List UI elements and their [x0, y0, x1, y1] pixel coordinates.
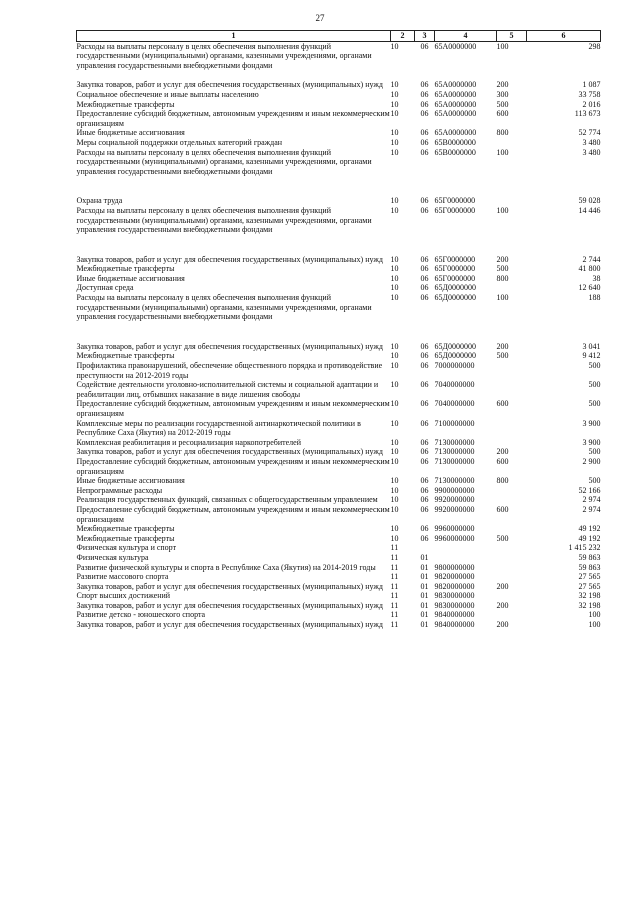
row-section: 10 — [390, 293, 399, 303]
row-target-item: 65Д0000000 — [434, 283, 476, 293]
row-target-item: 65А0000000 — [434, 80, 477, 90]
row-amount: 52 166 — [578, 485, 601, 495]
table-row — [77, 274, 601, 284]
row-name: Закупка товаров, работ и услуг для обеспечения государственных (муниципальных) нужд — [76, 600, 383, 610]
row-target-item: 7130000000 — [434, 437, 475, 447]
row-expense-type: 500 — [496, 533, 509, 543]
row-subsection: 01 — [420, 600, 429, 610]
row-expense-type: 100 — [496, 293, 509, 303]
row-target-item: 65В0000000 — [434, 137, 476, 147]
table-row — [77, 399, 601, 418]
row-name: Предоставление субсидий бюджетным, автономным учреждениям и иным некоммерческим организациям — [76, 109, 390, 128]
row-section: 10 — [390, 456, 399, 466]
row-subsection: 06 — [420, 533, 429, 543]
col-header-target-item: 4 — [435, 31, 497, 42]
row-section: 11 — [390, 620, 399, 630]
row-subsection: 06 — [420, 137, 429, 147]
row-amount: 500 — [588, 447, 601, 457]
row-subsection: 06 — [420, 99, 429, 109]
row-name: Иные бюджетные ассигнования — [76, 128, 185, 138]
row-amount: 3 041 — [582, 341, 601, 351]
row-target-item: 9820000000 — [434, 581, 475, 591]
row-spacer-cell — [77, 332, 601, 342]
row-amount: 100 — [588, 610, 601, 620]
row-section: 10 — [390, 80, 399, 90]
row-subsection: 06 — [420, 109, 429, 119]
row-section: 10 — [390, 351, 399, 361]
row-subsection: 06 — [420, 273, 429, 283]
row-spacer-cell — [77, 235, 601, 245]
row-name: Закупка товаров, работ и услуг для обеспечения государственных (муниципальных) нужд — [76, 254, 383, 264]
row-section: 10 — [390, 361, 399, 371]
row-subsection: 06 — [420, 341, 429, 351]
row-expense-type: 200 — [496, 581, 509, 591]
row-amount: 113 673 — [574, 109, 601, 119]
row-name: Иные бюджетные ассигнования — [76, 273, 185, 283]
table-row — [77, 206, 601, 235]
row-section: 10 — [390, 485, 399, 495]
row-expense-type — [497, 283, 527, 293]
page-number: 27 — [315, 13, 325, 23]
row-expense-type: 800 — [496, 128, 509, 138]
row-subsection: 01 — [420, 591, 429, 601]
row-target-item: 65А0000000 — [434, 41, 477, 51]
row-expense-type: 200 — [496, 600, 509, 610]
row-section: 11 — [390, 600, 399, 610]
row-subsection: 06 — [420, 476, 429, 486]
row-subsection: 06 — [420, 495, 429, 505]
row-target-item: 65Г0000000 — [434, 273, 476, 283]
row-subsection: 06 — [420, 456, 429, 466]
row-section: 10 — [390, 41, 399, 51]
row-target-item: 7130000000 — [434, 456, 475, 466]
row-name: Расходы на выплаты персоналу в целях обеспечения выполнения функций государственными (муниципальными) органами, казенными учреждениями, органами управления государственными внебюджетными фондами — [76, 205, 372, 235]
row-expense-type — [497, 553, 527, 563]
row-amount: 38 — [592, 273, 601, 283]
row-subsection: 06 — [420, 399, 429, 409]
row-target-item: 9900000000 — [434, 485, 475, 495]
row-target-item: 9920000000 — [434, 504, 475, 514]
row-target-item: 9960000000 — [434, 524, 475, 534]
row-amount: 100 — [588, 620, 601, 630]
row-target-item: 65А0000000 — [434, 128, 477, 138]
row-target-item: 9820000000 — [434, 572, 475, 582]
row-amount: 3 900 — [582, 418, 601, 428]
row-subsection: 06 — [420, 504, 429, 514]
row-name: Развитие физической культуры и спорта в Республике Саха (Якутия) на 2014-2019 годы — [76, 562, 376, 572]
row-section: 10 — [390, 504, 399, 514]
row-expense-type — [497, 196, 527, 206]
row-amount: 59 863 — [578, 552, 601, 562]
row-subsection: 06 — [420, 437, 429, 447]
row-section: 10 — [390, 254, 399, 264]
table-row — [77, 495, 601, 505]
row-amount: 3 480 — [582, 147, 601, 157]
table-row — [77, 80, 601, 90]
row-spacer — [77, 186, 601, 196]
row-amount: 49 192 — [578, 524, 601, 534]
row-target-item: 65Г0000000 — [434, 254, 476, 264]
row-section: 10 — [390, 341, 399, 351]
row-subsection: 06 — [420, 196, 429, 206]
row-subsection: 06 — [420, 254, 429, 264]
row-section: 11 — [390, 610, 399, 620]
row-subsection: 06 — [420, 205, 429, 215]
row-target-item: 65Д0000000 — [434, 351, 476, 361]
col-header-subsection: 3 — [415, 31, 435, 42]
table-row — [77, 572, 601, 582]
row-section: 10 — [390, 147, 399, 157]
row-target-item: 7100000000 — [434, 418, 475, 428]
row-spacer-cell — [77, 245, 601, 255]
row-name: Предоставление субсидий бюджетным, автономным учреждениям и иным некоммерческим организациям — [76, 456, 390, 476]
row-amount: 32 198 — [578, 591, 601, 601]
row-amount: 500 — [588, 399, 601, 409]
row-name: Предоставление субсидий бюджетным, автономным учреждениям и иным некоммерческим организациям — [76, 399, 390, 418]
row-target-item: 65Д0000000 — [434, 341, 476, 351]
table-row — [77, 361, 601, 380]
row-spacer — [77, 70, 601, 80]
row-amount: 3 480 — [582, 137, 601, 147]
row-expense-type: 800 — [496, 476, 509, 486]
row-subsection: 01 — [420, 552, 429, 562]
row-expense-type: 200 — [496, 254, 509, 264]
row-target-item: 65А0000000 — [434, 109, 477, 119]
row-expense-type: 500 — [496, 99, 509, 109]
row-target-item: 7040000000 — [434, 380, 475, 390]
row-expense-type: 200 — [496, 447, 509, 457]
row-target-item: 7130000000 — [434, 476, 475, 486]
row-name: Доступная среда — [76, 283, 134, 293]
row-name: Межбюджетные трансферты — [76, 351, 175, 361]
row-section: 10 — [390, 524, 399, 534]
row-expense-type — [497, 438, 527, 448]
row-expense-type — [497, 138, 527, 148]
row-section: 10 — [390, 205, 399, 215]
row-subsection: 01 — [420, 562, 429, 572]
row-section: 10 — [390, 273, 399, 283]
row-expense-type — [497, 591, 527, 601]
row-amount: 500 — [588, 476, 601, 486]
header-row — [77, 31, 601, 42]
row-spacer-cell — [77, 322, 601, 332]
table-row — [77, 457, 601, 476]
row-expense-type: 200 — [496, 341, 509, 351]
table-row — [77, 148, 601, 177]
row-section: 10 — [390, 128, 399, 138]
table-row — [77, 486, 601, 496]
row-expense-type — [497, 361, 527, 380]
row-expense-type: 500 — [496, 264, 509, 274]
table-row — [77, 351, 601, 361]
row-amount: 2 900 — [582, 456, 601, 466]
table-row — [77, 563, 601, 573]
row-expense-type — [497, 419, 527, 438]
row-name: Закупка товаров, работ и услуг для обеспечения государственных (муниципальных) нужд — [76, 80, 383, 90]
row-target-item: 9840000000 — [434, 620, 475, 630]
row-expense-type — [497, 543, 527, 553]
table-row — [77, 524, 601, 534]
table-row — [77, 293, 601, 322]
table-row — [77, 100, 601, 110]
row-section: 11 — [390, 572, 399, 582]
row-amount: 12 640 — [578, 283, 601, 293]
row-amount: 1 415 232 — [568, 543, 601, 553]
row-target-item: 65Д0000000 — [434, 293, 476, 303]
row-expense-type: 800 — [496, 273, 509, 283]
table-row — [77, 534, 601, 544]
row-spacer — [77, 245, 601, 255]
table-row — [77, 582, 601, 592]
row-subsection: 06 — [420, 293, 429, 303]
row-section: 10 — [390, 99, 399, 109]
row-subsection: 06 — [420, 361, 429, 371]
row-spacer — [77, 235, 601, 245]
row-target-item: 9920000000 — [434, 495, 475, 505]
row-amount: 3 900 — [582, 437, 601, 447]
table-row — [77, 109, 601, 128]
row-name: Межбюджетные трансферты — [76, 524, 175, 534]
row-name: Закупка товаров, работ и услуг для обеспечения государственных (муниципальных) нужд — [76, 620, 383, 630]
row-expense-type — [497, 486, 527, 496]
row-name: Расходы на выплаты персоналу в целях обеспечения выполнения функций государственными (муниципальными) органами, казенными учреждениями, органами управления государственными внебюджетными фондами — [76, 147, 372, 176]
col-header-expense-type: 5 — [497, 31, 527, 42]
row-target-item: 65А0000000 — [434, 89, 477, 99]
row-name: Спорт высших достижений — [76, 591, 171, 601]
row-target-item: 9830000000 — [434, 591, 475, 601]
row-target-item — [435, 543, 497, 553]
row-expense-type — [497, 610, 527, 620]
row-name: Иные бюджетные ассигнования — [76, 476, 185, 486]
row-subsection: 01 — [420, 572, 429, 582]
row-expense-type — [497, 563, 527, 573]
row-target-item — [435, 553, 497, 563]
row-subsection: 06 — [420, 147, 429, 157]
row-target-item: 9800000000 — [434, 562, 475, 572]
row-amount: 33 758 — [578, 89, 601, 99]
row-subsection: 01 — [420, 610, 429, 620]
col-header-name: 1 — [77, 31, 391, 42]
row-target-item: 7000000000 — [434, 361, 475, 371]
row-section: 10 — [390, 109, 399, 119]
row-expense-type: 600 — [496, 399, 509, 409]
table-row — [77, 342, 601, 352]
row-subsection: 06 — [420, 447, 429, 457]
table-row — [77, 128, 601, 138]
table-row — [77, 90, 601, 100]
row-expense-type: 100 — [496, 205, 509, 215]
row-amount: 2 974 — [582, 504, 601, 514]
row-expense-type: 600 — [496, 504, 509, 514]
row-target-item: 65Г0000000 — [434, 205, 476, 215]
table-row — [77, 601, 601, 611]
row-amount: 41 800 — [578, 264, 601, 274]
row-amount: 14 446 — [578, 205, 601, 215]
row-expense-type: 100 — [496, 41, 509, 51]
row-amount: 298 — [588, 41, 601, 51]
row-subsection: 06 — [420, 89, 429, 99]
row-subsection: 06 — [420, 524, 429, 534]
row-section: 10 — [390, 399, 399, 409]
row-amount: 59 028 — [578, 196, 601, 206]
row-section: 10 — [390, 283, 399, 293]
row-amount: 2 016 — [582, 99, 601, 109]
row-expense-type: 500 — [496, 351, 509, 361]
row-name: Закупка товаров, работ и услуг для обеспечения государственных (муниципальных) нужд — [76, 341, 383, 351]
table-row — [77, 610, 601, 620]
row-expense-type: 100 — [496, 147, 509, 157]
table-row — [77, 138, 601, 148]
row-subsection: 06 — [420, 264, 429, 274]
row-target-item: 9840000000 — [434, 610, 475, 620]
row-subsection: 06 — [420, 380, 429, 390]
row-target-item: 65А0000000 — [434, 99, 477, 109]
row-name: Развитие массового спорта — [76, 572, 169, 582]
row-target-item: 9960000000 — [434, 533, 475, 543]
row-section: 10 — [390, 495, 399, 505]
row-section: 10 — [390, 533, 399, 543]
table-row — [77, 476, 601, 486]
row-name: Профилактика правонарушений, обеспечение общественного порядка и противодействие преступности на 2012-2019 годы — [76, 361, 383, 380]
row-name: Охрана труда — [76, 196, 123, 206]
row-name: Предоставление субсидий бюджетным, автономным учреждениям и иным некоммерческим организациям — [76, 504, 390, 524]
row-amount: 59 863 — [578, 562, 601, 572]
row-expense-type — [497, 380, 527, 399]
row-section: 11 — [390, 543, 399, 553]
row-section: 10 — [390, 89, 399, 99]
row-expense-type — [497, 495, 527, 505]
table-row — [77, 255, 601, 265]
row-amount: 1 087 — [582, 80, 601, 90]
row-expense-type — [497, 572, 527, 582]
budget-table — [76, 30, 601, 630]
table-row — [77, 620, 601, 630]
row-subsection: 06 — [420, 351, 429, 361]
row-name: Расходы на выплаты персоналу в целях обеспечения выполнения функций государственными (муниципальными) органами, казенными учреждениями, органами управления государственными внебюджетными фондами — [76, 293, 372, 322]
row-expense-type — [497, 524, 527, 534]
row-section: 10 — [390, 437, 399, 447]
row-name: Закупка товаров, работ и услуг для обеспечения государственных (муниципальных) нужд — [76, 447, 383, 457]
row-spacer — [77, 332, 601, 342]
row-target-item: 65В0000000 — [434, 147, 476, 157]
row-expense-type: 200 — [496, 80, 509, 90]
row-section: 11 — [390, 581, 399, 591]
row-name: Меры социальной поддержки отдельных категорий граждан — [76, 137, 283, 147]
row-name: Закупка товаров, работ и услуг для обеспечения государственных (муниципальных) нужд — [76, 581, 383, 591]
row-subsection: 06 — [420, 41, 429, 51]
table-row — [77, 264, 601, 274]
row-section: 10 — [390, 418, 399, 428]
row-name: Социальное обеспечение и иные выплаты населению — [76, 89, 259, 99]
row-subsection: 01 — [420, 581, 429, 591]
table-row — [77, 447, 601, 457]
row-name: Непрограммные расходы — [76, 485, 163, 495]
row-name: Межбюджетные трансферты — [76, 99, 175, 109]
table-row — [77, 553, 601, 563]
row-subsection: 06 — [420, 418, 429, 428]
row-section: 10 — [390, 380, 399, 390]
row-name: Комплексная реабилитация и ресоциализация наркопотребителей — [76, 437, 301, 447]
row-section: 11 — [390, 562, 399, 572]
table-row — [77, 283, 601, 293]
row-amount: 2 744 — [582, 254, 601, 264]
row-section: 11 — [390, 552, 399, 562]
row-subsection: 06 — [420, 485, 429, 495]
row-expense-type: 600 — [496, 109, 509, 119]
row-section: 10 — [390, 264, 399, 274]
row-subsection: 06 — [420, 128, 429, 138]
row-target-item: 7130000000 — [434, 447, 475, 457]
row-amount: 52 774 — [578, 128, 601, 138]
row-target-item: 7040000000 — [434, 399, 475, 409]
col-header-section: 2 — [391, 31, 415, 42]
row-spacer-cell — [77, 70, 601, 80]
row-target-item: 9830000000 — [434, 600, 475, 610]
row-expense-type: 600 — [496, 456, 509, 466]
row-subsection: 06 — [420, 80, 429, 90]
row-spacer — [77, 322, 601, 332]
table-row — [77, 380, 601, 399]
row-amount: 2 974 — [582, 495, 601, 505]
row-amount: 49 192 — [578, 533, 601, 543]
row-name: Содействие деятельности уголовно-исполнительной системы и социальной адаптации и реабилитации лиц, отбывших наказание в виде лишения свободы — [76, 380, 379, 399]
row-amount: 9 412 — [582, 351, 601, 361]
row-amount: 32 198 — [578, 600, 601, 610]
row-name: Расходы на выплаты персоналу в целях обеспечения выполнения функций государственными (муниципальными) органами, казенными учреждениями, органами управления государственными внебюджетными фондами — [76, 41, 372, 70]
row-name: Развитие детско - юношеского спорта — [76, 610, 206, 620]
row-section: 10 — [390, 447, 399, 457]
row-amount: 188 — [588, 293, 601, 303]
row-section: 10 — [390, 196, 399, 206]
row-subsection: 06 — [420, 283, 429, 293]
row-subsection — [415, 543, 435, 553]
row-amount: 500 — [588, 380, 601, 390]
table-row — [77, 196, 601, 206]
row-name: Комплексные меры по реализации государственной антинаркотической политики в Республике Саха (Якутия) на 2012-2019 годы — [76, 418, 361, 438]
row-amount: 500 — [588, 361, 601, 371]
row-name: Межбюджетные трансферты — [76, 264, 175, 274]
row-amount: 27 565 — [578, 572, 601, 582]
row-name: Межбюджетные трансферты — [76, 533, 175, 543]
row-expense-type: 200 — [496, 620, 509, 630]
row-spacer-cell — [77, 176, 601, 186]
row-subsection: 01 — [420, 620, 429, 630]
table-row — [77, 543, 601, 553]
table-row — [77, 591, 601, 601]
table-row — [77, 505, 601, 524]
table-row — [77, 438, 601, 448]
row-spacer — [77, 176, 601, 186]
row-target-item: 65Г0000000 — [434, 264, 476, 274]
row-section: 10 — [390, 476, 399, 486]
row-name: Физическая культура и спорт — [76, 543, 177, 553]
row-amount: 27 565 — [578, 581, 601, 591]
row-section: 10 — [390, 137, 399, 147]
row-spacer-cell — [77, 186, 601, 196]
table-row — [77, 419, 601, 438]
row-expense-type: 300 — [496, 89, 509, 99]
col-header-amount: 6 — [527, 31, 601, 42]
row-target-item: 65Г0000000 — [434, 196, 476, 206]
table-row — [77, 41, 601, 70]
row-section: 11 — [390, 591, 399, 601]
table-body — [77, 41, 601, 630]
row-name: Реализация государственных функций, связанных с общегосударственным управлением — [76, 495, 378, 505]
row-name: Физическая культура — [76, 552, 149, 562]
